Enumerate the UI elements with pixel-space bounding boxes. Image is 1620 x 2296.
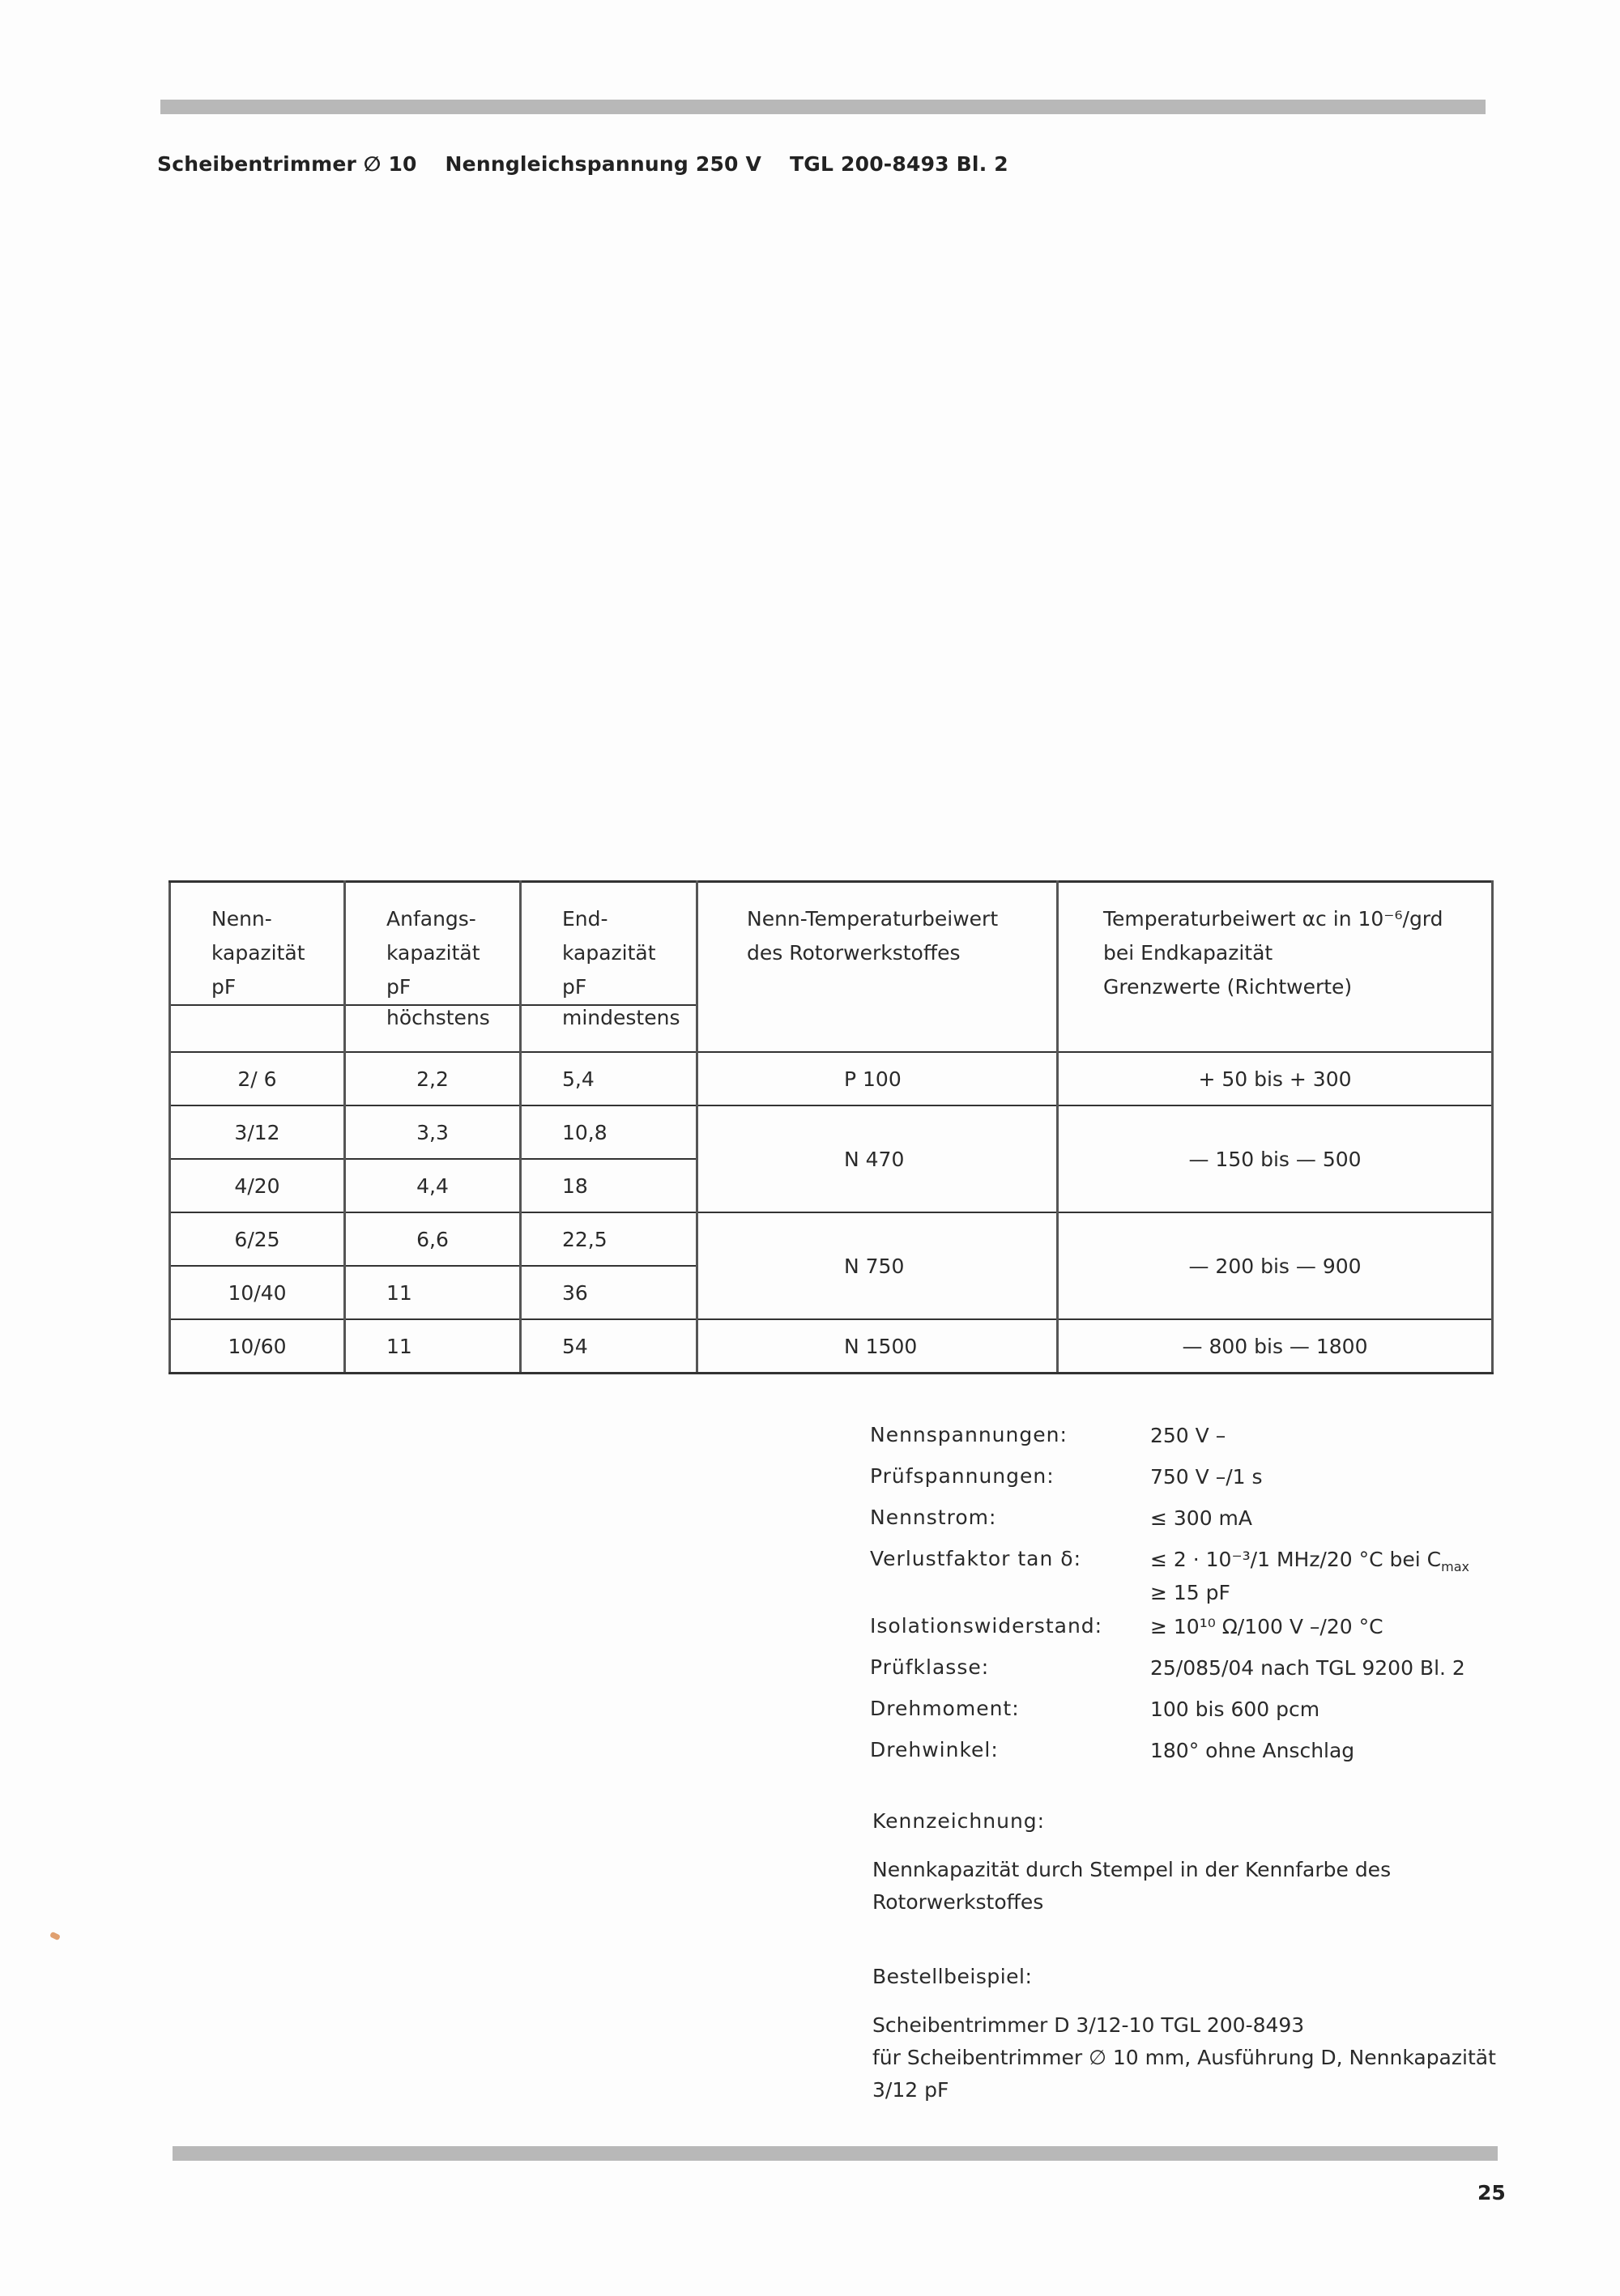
cell-grenzwerte: + 50 bis + 300 [1058,1052,1493,1105]
header-nennkapazitaet: Nenn- kapazität pF [170,882,345,1006]
capacitance-table [168,880,1494,1374]
verlustfaktor-line2: ≥ 15 pF [1150,1581,1230,1604]
cell-temperaturbeiwert: P 100 [697,1052,1058,1105]
cell-anfangskapazitaet: 3,3 [345,1105,521,1159]
property-value: ≥ 10¹⁰ Ω/100 V –/20 °C [1150,1615,1383,1638]
table-header-row [170,882,1493,1006]
kennzeichnung-text: Nennkapazität durch Stempel in der Kennfarbe des Rotorwerkstoffes [872,1858,1392,1914]
cell-endkapazitaet: 36 [521,1266,697,1319]
cell-anfangskapazitaet: 2,2 [345,1052,521,1105]
property-value: ≤ 300 mA [1150,1506,1253,1530]
cell-nennkapazitaet: 6/25 [170,1212,345,1266]
cell-endkapazitaet: 5,4 [521,1052,697,1105]
cell-endkapazitaet: 22,5 [521,1212,697,1266]
property-label: Prüfspannungen: [870,1464,1055,1488]
bestellbeispiel-text [872,2009,1520,2106]
header-part-standard: TGL 200-8493 Bl. 2 [790,152,1008,176]
table-row [170,1052,1493,1105]
property-value: 180° ohne Anschlag [1150,1739,1355,1762]
cell-grenzwerte: — 150 bis — 500 [1058,1105,1493,1212]
cell-endkapazitaet: 10,8 [521,1105,697,1159]
property-value [1150,1547,1469,1606]
cell-temperaturbeiwert: N 750 [697,1212,1058,1319]
property-label: Nennspannungen: [870,1423,1068,1446]
cell-endkapazitaet: 18 [521,1159,697,1212]
verlustfaktor-line1: ≤ 2 · 10⁻³/1 MHz/20 °C bei C [1150,1548,1442,1571]
cell-grenzwerte: — 200 bis — 900 [1058,1212,1493,1319]
cell-nennkapazitaet: 10/60 [170,1319,345,1374]
property-label: Drehwinkel: [870,1738,999,1761]
table-row [170,1105,1493,1159]
header-part-name: Scheibentrimmer ∅ 10 [157,152,417,176]
property-label: Drehmoment: [870,1697,1020,1720]
cell-temperaturbeiwert: N 470 [697,1105,1058,1212]
cell-temperaturbeiwert: N 1500 [697,1319,1058,1374]
header-endkapazitaet: End- kapazität pF [521,882,697,1006]
subheader-hoechstens: höchstens [345,1005,521,1052]
property-label: Isolationswiderstand: [870,1614,1103,1638]
property-value: 100 bis 600 pcm [1150,1698,1320,1721]
table-row [170,1212,1493,1266]
cell-endkapazitaet: 54 [521,1319,697,1374]
subheader-empty [170,1005,345,1052]
scan-speck [49,1932,61,1940]
header-part-voltage: Nenngleichspannung 250 V [445,152,762,176]
kennzeichnung-label: Kennzeichnung: [872,1809,1046,1833]
bestellbeispiel-line2: für Scheibentrimmer ∅ 10 mm, Ausführung D, Nennkapazität 3/12 pF [872,2046,1496,2102]
cell-grenzwerte: — 800 bis — 1800 [1058,1319,1493,1374]
cell-anfangskapazitaet: 4,4 [345,1159,521,1212]
cell-nennkapazitaet: 10/40 [170,1266,345,1319]
header-temperaturbeiwert-grenzwerte: Temperaturbeiwert αc in 10⁻⁶/grd bei Endkapazität Grenzwerte (Richtwerte) [1058,882,1493,1053]
property-label: Nennstrom: [870,1506,997,1529]
bottom-rule [173,2146,1498,2161]
cell-nennkapazitaet: 2/ 6 [170,1052,345,1105]
property-value: 250 V – [1150,1424,1226,1447]
property-value: 25/085/04 nach TGL 9200 Bl. 2 [1150,1656,1465,1680]
header-anfangskapazitaet: Anfangs- kapazität pF [345,882,521,1006]
bestellbeispiel-line1: Scheibentrimmer D 3/12-10 TGL 200-8493 [872,2013,1305,2037]
page-number: 25 [1477,2181,1506,2204]
header-nenn-temperaturbeiwert: Nenn-Temperaturbeiwert des Rotorwerkstoffes [697,882,1058,1053]
bestellbeispiel-label: Bestellbeispiel: [872,1965,1033,1988]
cell-anfangskapazitaet: 11 [345,1319,521,1374]
property-label: Verlustfaktor tan δ: [870,1547,1081,1570]
subheader-mindestens: mindestens [521,1005,697,1052]
property-value: 750 V –/1 s [1150,1465,1263,1489]
property-label: Prüfklasse: [870,1655,990,1679]
cell-anfangskapazitaet: 11 [345,1266,521,1319]
cmax-subscript: max [1441,1559,1469,1574]
top-rule [160,100,1486,114]
cell-nennkapazitaet: 3/12 [170,1105,345,1159]
cell-nennkapazitaet: 4/20 [170,1159,345,1212]
table-row [170,1319,1493,1374]
cell-anfangskapazitaet: 6,6 [345,1212,521,1266]
page-header [157,152,1008,176]
